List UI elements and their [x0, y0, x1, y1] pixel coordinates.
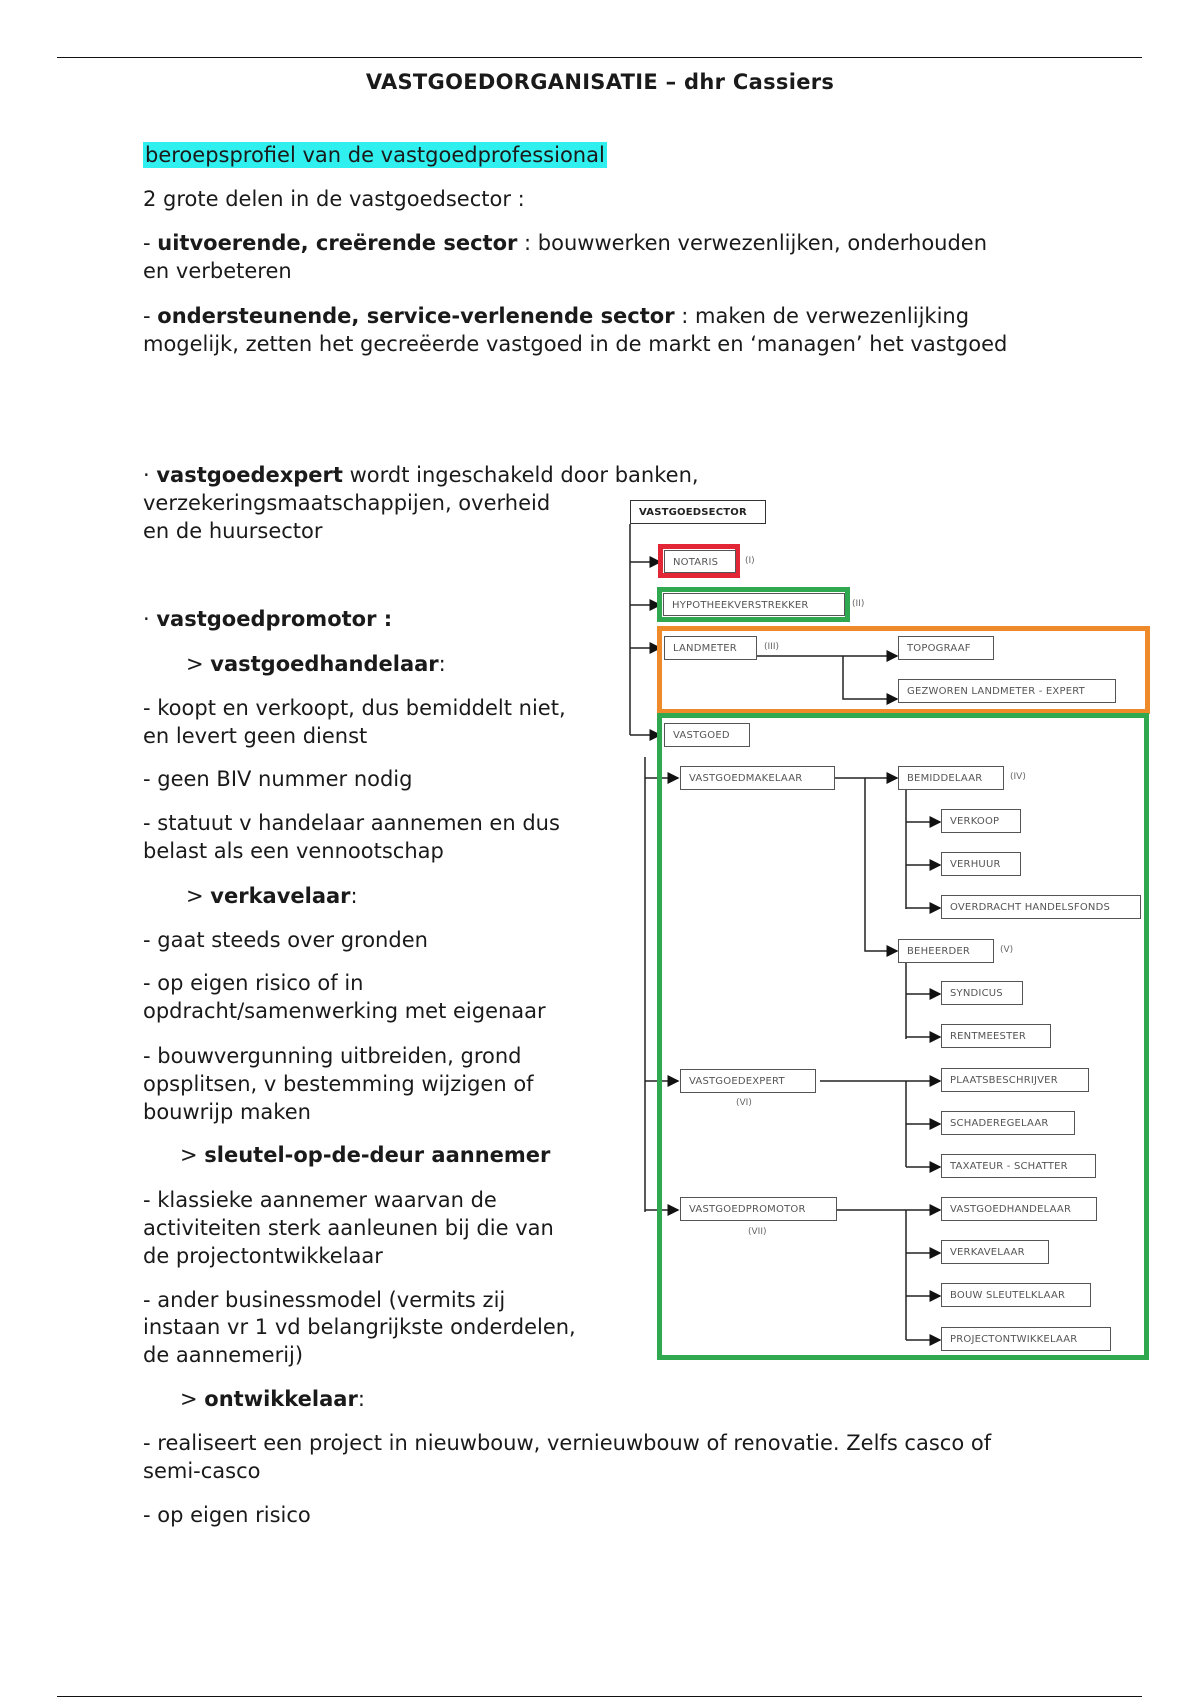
verkavelaar-item-2a: - op eigen risico of in	[143, 971, 364, 995]
section-heading	[143, 141, 607, 169]
org-verkoop: VERKOOP	[941, 809, 1021, 833]
verkavelaar-item-3b: opsplitsen, v bestemming wijzigen of	[143, 1072, 534, 1096]
verkavelaar-item-1: - gaat steeds over gronden	[143, 928, 428, 952]
verkavelaar-item-3a: - bouwvergunning uitbreiden, grond	[143, 1044, 522, 1068]
handelaar-item-1b: en levert geen dienst	[143, 724, 368, 748]
handelaar-heading: > vastgoedhandelaar:	[186, 652, 446, 676]
org-makelaar: VASTGOEDMAKELAAR	[680, 766, 835, 790]
org-chart	[600, 500, 1160, 1380]
top-rule	[57, 57, 1142, 58]
sleutel-heading: > sleutel-op-de-deur aannemer	[180, 1143, 551, 1167]
org-promotor-num: (VII)	[748, 1227, 767, 1237]
org-taxateur: TAXATEUR - SCHATTER	[941, 1154, 1096, 1178]
org-promotor: VASTGOEDPROMOTOR	[680, 1197, 837, 1221]
org-handelaar: VASTGOEDHANDELAAR	[941, 1197, 1097, 1221]
org-projectontwikkelaar: PROJECTONTWIKKELAAR	[941, 1327, 1111, 1351]
handelaar-item-2: - geen BIV nummer nodig	[143, 767, 413, 791]
page-title: VASTGOEDORGANISATIE – dhr Cassiers	[365, 70, 835, 94]
ontwikkelaar-item-2: - op eigen risico	[143, 1503, 311, 1527]
org-verkavelaar: VERKAVELAAR	[941, 1240, 1049, 1264]
org-topograaf: TOPOGRAAF	[898, 636, 994, 660]
org-plaatsbeschrijver: PLAATSBESCHRIJVER	[941, 1068, 1089, 1092]
org-bemiddelaar: BEMIDDELAAR	[898, 766, 1004, 790]
sleutel-item-1c: de projectontwikkelaar	[143, 1244, 383, 1268]
org-landmeter: LANDMETER	[664, 636, 757, 660]
org-bemiddelaar-num: (IV)	[1010, 772, 1026, 782]
expert-term: vastgoedexpert	[156, 463, 343, 487]
sector1-line2: en verbeteren	[143, 259, 292, 283]
org-hypotheek-num: (II)	[852, 599, 865, 609]
verkavelaar-item-3c: bouwrijp maken	[143, 1100, 311, 1124]
sleutel-item-1a: - klassieke aannemer waarvan de	[143, 1188, 497, 1212]
sleutel-item-2a: - ander businessmodel (vermits zij	[143, 1288, 506, 1312]
org-expert-num: (VI)	[736, 1098, 752, 1108]
org-overdracht: OVERDRACHT HANDELSFONDS	[941, 895, 1141, 919]
verkavelaar-item-2b: opdracht/samenwerking met eigenaar	[143, 999, 546, 1023]
org-root: VASTGOEDSECTOR	[630, 500, 766, 524]
org-beheerder: BEHEERDER	[898, 939, 994, 963]
org-landmeter-num: (III)	[764, 642, 779, 652]
org-bouw: BOUW SLEUTELKLAAR	[941, 1283, 1091, 1307]
org-beheerder-num: (V)	[1000, 945, 1014, 955]
sleutel-item-1b: activiteiten sterk aanleunen bij die van	[143, 1216, 554, 1240]
bottom-rule	[57, 1696, 1142, 1697]
sector2-line1: - ondersteunende, service-verlenende sector : maken de verwezenlijking	[143, 304, 970, 328]
org-syndicus: SYNDICUS	[941, 981, 1023, 1005]
org-verhuur: VERHUUR	[941, 852, 1021, 876]
intro-lead: 2 grote delen in de vastgoedsector :	[143, 187, 525, 211]
org-gezworen: GEZWOREN LANDMETER - EXPERT	[898, 679, 1116, 703]
expert-line1: · vastgoedexpert wordt ingeschakeld door banken,	[143, 463, 699, 487]
sleutel-item-2b: instaan vr 1 vd belangrijkste onderdelen,	[143, 1315, 576, 1339]
org-hypotheek: HYPOTHEEKVERSTREKKER	[663, 593, 845, 616]
promotor-heading: · vastgoedpromotor :	[143, 607, 393, 631]
org-rentmeester: RENTMEESTER	[941, 1024, 1051, 1048]
ontwikkelaar-heading: > ontwikkelaar:	[180, 1387, 365, 1411]
vastgoed-frame	[657, 713, 1149, 1360]
verkavelaar-heading: > verkavelaar:	[186, 884, 358, 908]
handelaar-item-1a: - koopt en verkoopt, dus bemiddelt niet,	[143, 696, 566, 720]
sector1-term: uitvoerende, creërende sector	[157, 231, 518, 255]
sector2-line2: mogelijk, zetten het gecreëerde vastgoed in de markt en ‘managen’ het vastgoed	[143, 332, 1008, 356]
org-notaris-num: (I)	[745, 556, 755, 566]
highlighted-heading: beroepsprofiel van de vastgoedprofessional	[145, 143, 605, 167]
sector2-term: ondersteunende, service-verlenende sector	[157, 304, 675, 328]
ontwikkelaar-item-1b: semi-casco	[143, 1459, 261, 1483]
org-schaderegelaar: SCHADEREGELAAR	[941, 1111, 1075, 1135]
handelaar-item-3a: - statuut v handelaar aannemen en dus	[143, 811, 560, 835]
sleutel-item-2c: de aannemerij)	[143, 1343, 304, 1367]
sector1-line1: - uitvoerende, creërende sector : bouwwerken verwezenlijken, onderhouden	[143, 231, 988, 255]
expert-line2: verzekeringsmaatschappijen, overheid	[143, 491, 551, 515]
ontwikkelaar-item-1a: - realiseert een project in nieuwbouw, vernieuwbouw of renovatie. Zelfs casco of	[143, 1431, 992, 1455]
org-notaris: NOTARIS	[664, 550, 736, 573]
expert-line3: en de huursector	[143, 519, 323, 543]
handelaar-item-3b: belast als een vennootschap	[143, 839, 444, 863]
org-vastgoed: VASTGOED	[664, 723, 750, 747]
org-expert: VASTGOEDEXPERT	[680, 1069, 816, 1093]
